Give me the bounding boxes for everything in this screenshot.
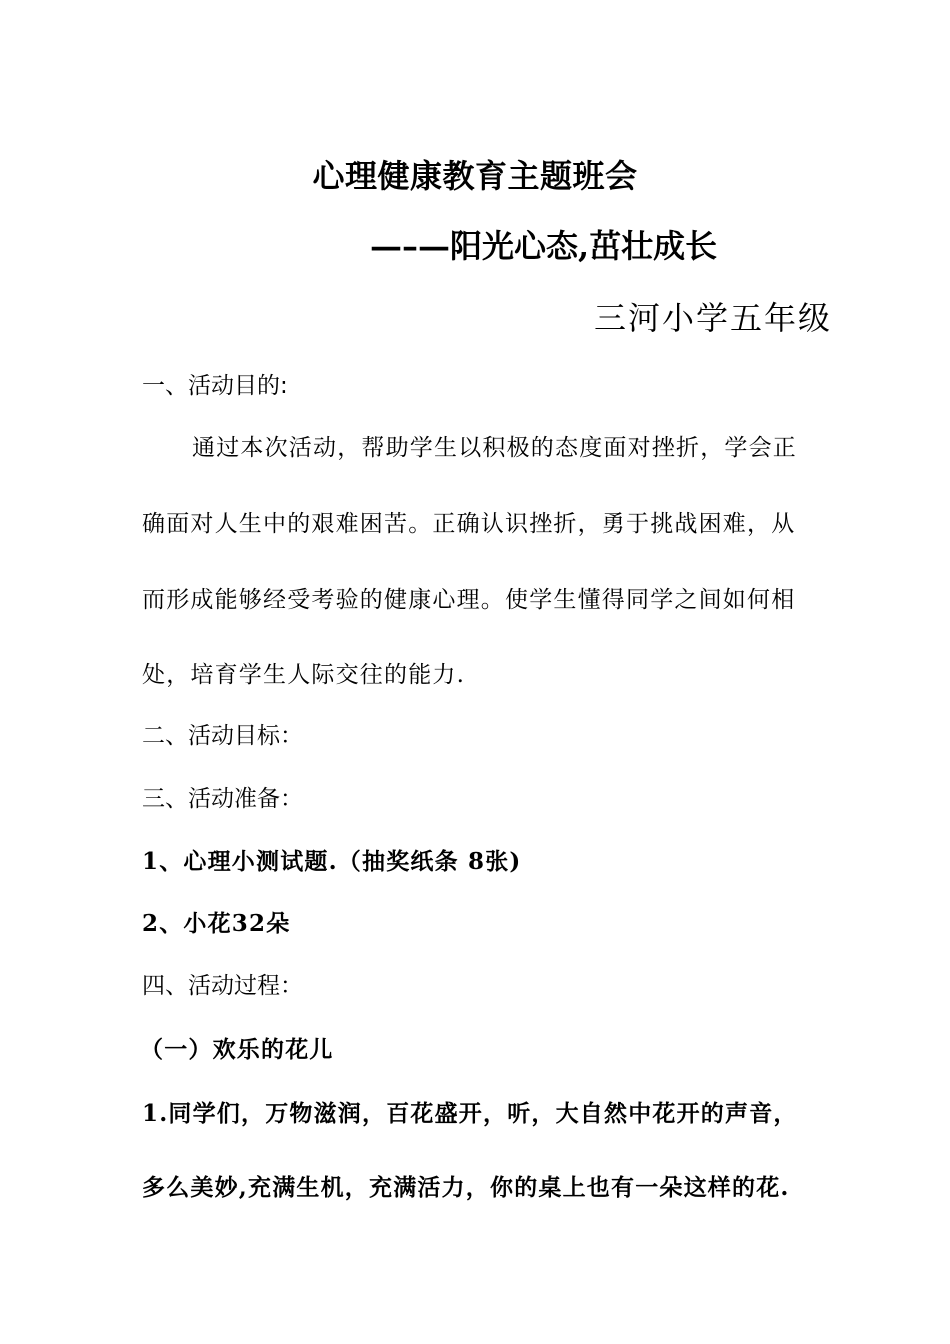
section-heading-goals: 二、活动目标：	[142, 723, 303, 749]
document-author: 三河小学五年级	[593, 299, 832, 337]
section-heading-preparation: 三、活动准备：	[142, 786, 303, 812]
document-title: 心理健康教育主题班会	[312, 157, 638, 195]
section-heading-process: 四、活动过程：	[142, 973, 303, 999]
paragraph-line: 处，培育学生人际交往的能力.	[142, 662, 466, 688]
paragraph-line: 通过本次活动，帮助学生以积极的态度面对挫折，学会正	[192, 435, 797, 461]
paragraph-line: 多么美妙,充满生机，充满活力，你的桌上也有一朵这样的花.	[142, 1174, 790, 1201]
paragraph-line: 而形成能够经受考验的健康心理。使学生懂得同学之间如何相	[142, 587, 796, 613]
prep-item: 2、小花32朵	[142, 910, 291, 937]
paragraph-line: 确面对人生中的艰难困苦。正确认识挫折，勇于挑战困难，从	[142, 511, 796, 537]
part-heading: （一）欢乐的花儿	[140, 1036, 334, 1063]
paragraph-line: 1.同学们，万物滋润，百花盛开，听，大自然中花开的声音，	[142, 1100, 798, 1127]
document-subtitle: —–—阳光心态,茁壮成长	[370, 227, 718, 265]
prep-item: 1、心理小测试题.（抽奖纸条 8张)	[142, 848, 522, 875]
section-heading-purpose: 一、活动目的:	[142, 373, 288, 399]
